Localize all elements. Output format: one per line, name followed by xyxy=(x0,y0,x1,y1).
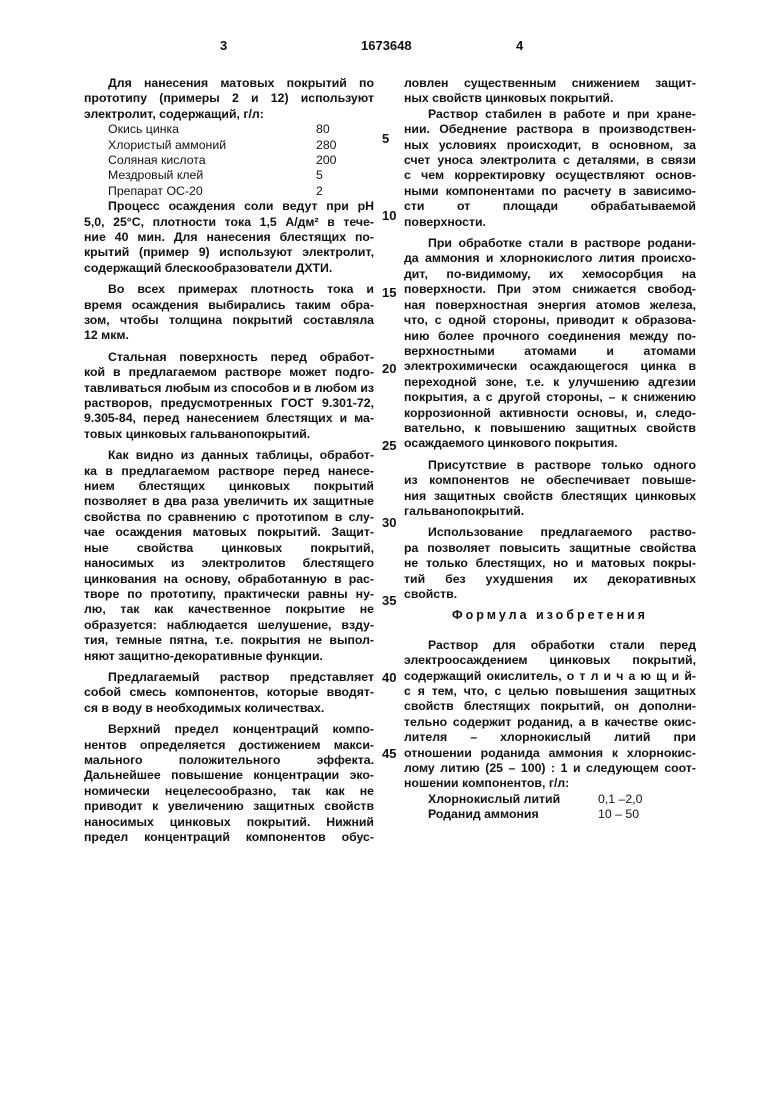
text-line: поверхности. При этом снижается свобод- xyxy=(404,282,696,297)
text-line: покрытия, а с другой стороны, – к снижению xyxy=(404,390,696,405)
line-number: 35 xyxy=(382,593,396,608)
composition-table xyxy=(84,122,374,199)
text-line: цинкования на основу, обработанную в рас- xyxy=(84,572,374,587)
text-line: ния защитных свойств блестящих цинковых xyxy=(404,489,696,504)
text-line: ра позволяет повысить защитные свойства xyxy=(404,541,696,556)
text-line: сти от площади обрабатываемой xyxy=(404,199,696,214)
text-line: из компонентов не обеспечивает повыше- xyxy=(404,473,696,488)
page-number-left: 3 xyxy=(220,38,227,53)
text-line: товых цинковых гальванопокрытий. xyxy=(84,427,374,442)
component-value: 10 – 50 xyxy=(598,807,639,822)
text-line: нии. Обеднение раствора в производствен- xyxy=(404,122,696,137)
text-line: нию более прочного соединения между по- xyxy=(404,329,696,344)
paragraph xyxy=(404,458,696,520)
paragraph xyxy=(404,236,696,452)
text-line: ловлен существенным снижением защит- xyxy=(404,76,696,91)
text-line: прототипу (примеры 2 и 12) используют xyxy=(84,91,374,106)
component-row xyxy=(84,122,374,137)
text-line: нием блестящих цинковых покрытий xyxy=(84,479,374,494)
text-line: электрохимически осаждающегося цинка в xyxy=(404,359,696,374)
page-number-right: 4 xyxy=(516,38,523,53)
component-row xyxy=(84,153,374,168)
text-line: кой в предлагаемом растворе может подго- xyxy=(84,365,374,380)
component-value: 2 xyxy=(316,184,323,199)
component-row xyxy=(84,184,374,199)
text-line: вательно, к повышению защитных свойств xyxy=(404,421,696,436)
text-line: Присутствие в растворе только одного xyxy=(404,458,696,473)
paragraph xyxy=(84,350,374,442)
text-line: ных условиях происходит, в основном, за xyxy=(404,138,696,153)
text-line: что, с одной стороны, приводит к образова- xyxy=(404,313,696,328)
text-line: предел концентраций компонентов обус- xyxy=(84,830,374,845)
text-line: При обработке стали в растворе родани- xyxy=(404,236,696,251)
text-line: лителя – хлорнокислый литий при xyxy=(404,730,696,745)
component-row xyxy=(84,168,374,183)
text-line: Верхний предел концентраций компо- xyxy=(84,722,374,737)
text-line: да аммония и хлорнокислого лития происхо- xyxy=(404,251,696,266)
line-number: 15 xyxy=(382,285,396,300)
text-line: переходной зоне, т.е. к улучшению адгезии xyxy=(404,375,696,390)
component-row xyxy=(404,807,696,822)
text-line: ных свойств цинковых покрытий. xyxy=(404,91,696,106)
text-line: электроосаждением цинковых покрытий, xyxy=(404,653,696,668)
text-line: электролит, содержащий, г/л: xyxy=(84,107,374,122)
component-name: Препарат ОС-20 xyxy=(84,184,316,199)
text-line: позволяет в два раза увеличить их защитные xyxy=(84,494,374,509)
text-line: свойства по сравнению с прототипом в слу- xyxy=(84,510,374,525)
component-name: Хлористый аммоний xyxy=(84,138,316,153)
line-number: 25 xyxy=(382,438,396,453)
text-line: тельно содержит роданид, а в качестве окис- xyxy=(404,715,696,730)
text-line: нентов определяется достижением макси- xyxy=(84,738,374,753)
component-value: 200 xyxy=(316,153,337,168)
component-name: Мездровый клей xyxy=(84,168,316,183)
text-line: Как видно из данных таблицы, обработ- xyxy=(84,448,374,463)
text-line: 5,0, 25°С, плотности тока 1,5 А/дм² в тече- xyxy=(84,215,374,230)
component-name: Роданид аммония xyxy=(404,807,598,822)
text-line: творе по прототипу, практически равны ну- xyxy=(84,587,374,602)
text-line: мального положительного эффекта. xyxy=(84,753,374,768)
text-line: Во всех примерах плотность тока и xyxy=(84,282,374,297)
text-line: 12 мкм. xyxy=(84,328,374,343)
text-line: свойств блестящих покрытий, он дополни- xyxy=(404,699,696,714)
text-line: коррозионной активности основы, и, следо- xyxy=(404,406,696,421)
text-line: тавливаться любым из способов и в любом из xyxy=(84,381,374,396)
text-line: Для нанесения матовых покрытий по xyxy=(84,76,374,91)
component-value: 0,1 –2,0 xyxy=(598,792,642,807)
left-column xyxy=(84,76,374,845)
text-line: лю, так как качественное покрытие не xyxy=(84,602,374,617)
text-line: Использование предлагаемого раство- xyxy=(404,525,696,540)
paragraph xyxy=(84,199,374,276)
text-line: ка в предлагаемом растворе перед нанесе- xyxy=(84,464,374,479)
text-line: Дальнейшее повышение концентрации эко- xyxy=(84,768,374,783)
component-row xyxy=(404,792,696,807)
paragraph xyxy=(84,448,374,664)
text-line: тий без ухудшения их декоративных xyxy=(404,572,696,587)
text-line: няют защитно-декоративные функции. xyxy=(84,649,374,664)
text-line: наносимых из электролитов блестящего xyxy=(84,556,374,571)
text-line: Стальная поверхность перед обработ- xyxy=(84,350,374,365)
text-line: время осаждения выбирались таким обра- xyxy=(84,298,374,313)
text-line: чае осаждения матовых покрытий. Защит- xyxy=(84,525,374,540)
text-line: тия, темные пятна, т.е. покрытия не выпол- xyxy=(84,633,374,648)
component-value: 5 xyxy=(316,168,323,183)
line-number: 10 xyxy=(382,208,396,223)
text-line: ношении компонентов, г/л: xyxy=(404,776,696,791)
paragraph xyxy=(84,76,374,122)
component-value: 280 xyxy=(316,138,337,153)
text-line: гальванопокрытий. xyxy=(404,504,696,519)
text-line: зом, чтобы толщина покрытий составляла xyxy=(84,313,374,328)
text-line: собой смесь компонентов, которые вводят- xyxy=(84,685,374,700)
text-line: номически нецелесообразно, так как не xyxy=(84,784,374,799)
component-value: 80 xyxy=(316,122,330,137)
text-line: поверхности. xyxy=(404,215,696,230)
line-number: 5 xyxy=(382,131,389,146)
paragraph xyxy=(404,525,696,602)
line-number: 45 xyxy=(382,746,396,761)
text-line: с чем корректировку осуществляют основ- xyxy=(404,168,696,183)
text-line: ная поверхностная энергия атомов железа, xyxy=(404,298,696,313)
text-line: дит, по-видимому, их хемосорбция на xyxy=(404,267,696,282)
line-number: 30 xyxy=(382,515,396,530)
text-line: Раствор для обработки стали перед xyxy=(404,638,696,653)
text-line: наносимых цинковых покрытий. Нижний xyxy=(84,815,374,830)
text-line: Предлагаемый раствор представляет xyxy=(84,670,374,685)
right-column xyxy=(404,76,696,823)
text-line: лому литию (25 – 100) : 1 и следующем соот- xyxy=(404,761,696,776)
text-line: ными компонентами по расчету в зависимо- xyxy=(404,184,696,199)
paragraph xyxy=(404,107,696,230)
text-line: с я тем, что, с целью повышения защитных xyxy=(404,684,696,699)
text-line: содержащий окислитель, о т л и ч а ю щ и й- xyxy=(404,669,696,684)
text-line: крытий (пример 9) используют электролит, xyxy=(84,245,374,260)
text-line: счет уноса электролита с деталями, в связи xyxy=(404,153,696,168)
text-line: 9.305-84, перед нанесением блестящих и ма- xyxy=(84,411,374,426)
line-number: 20 xyxy=(382,361,396,376)
text-line: отношении роданида аммония к хлорнокис- xyxy=(404,746,696,761)
text-line: осаждаемого цинкового покрытия. xyxy=(404,436,696,451)
patent-number: 1673648 xyxy=(361,38,412,53)
text-line: ние 40 мин. Для нанесения блестящих по- xyxy=(84,230,374,245)
component-name: Соляная кислота xyxy=(84,153,316,168)
text-line: приводит к увеличению защитных свойств xyxy=(84,799,374,814)
component-name: Окись цинка xyxy=(84,122,316,137)
text-line: ные свойства цинковых покрытий, xyxy=(84,541,374,556)
text-line: ся в воду в необходимых количествах. xyxy=(84,701,374,716)
paragraph xyxy=(84,722,374,845)
text-line: Процесс осаждения соли ведут при pH xyxy=(84,199,374,214)
paragraph xyxy=(404,76,696,107)
line-number: 40 xyxy=(382,670,396,685)
paragraph xyxy=(84,282,374,344)
text-line: не только блестящих, но и матовых покры- xyxy=(404,556,696,571)
component-name: Хлорнокислый литий xyxy=(404,792,598,807)
text-line: Раствор стабилен в работе и при хране- xyxy=(404,107,696,122)
claim-paragraph xyxy=(404,638,696,792)
component-row xyxy=(84,138,374,153)
text-line: образуется: наблюдается шелушение, взду- xyxy=(84,618,374,633)
paragraph xyxy=(84,670,374,716)
text-line: верхностными атомами и атомами xyxy=(404,344,696,359)
text-line: свойств. xyxy=(404,587,696,602)
text-line: растворов, предусмотренных ГОСТ 9.301-72, xyxy=(84,396,374,411)
claims-heading: Формула изобретения xyxy=(404,602,696,637)
text-line: содержащий блескообразователи ДХТИ. xyxy=(84,261,374,276)
claim-composition-table xyxy=(404,792,696,823)
